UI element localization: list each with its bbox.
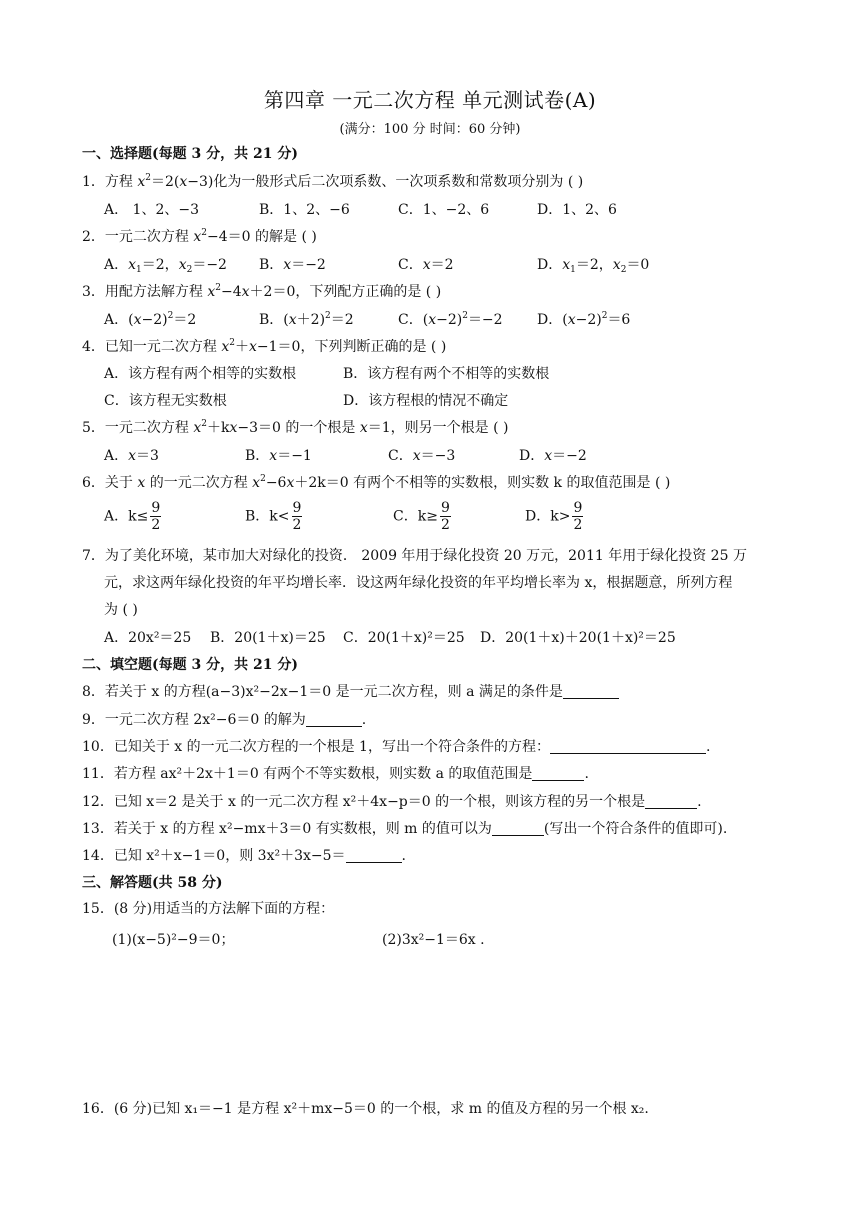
- question-7-line-1: 7．为了美化环境，某市加大对绿化的投资． 2009 年用于绿化投资 20 万元，2011 年用于绿化投资 25 万: [82, 548, 747, 564]
- answer-blank[interactable]: [492, 821, 544, 836]
- q1-option-b: B．1、2、−6: [259, 202, 350, 218]
- q7-option-d: D．20(1＋x)＋20(1＋x)²＝25: [480, 630, 676, 646]
- answer-blank[interactable]: [563, 684, 619, 699]
- q6-option-a: A．k≤ $\frac{9}{2}$: [104, 500, 161, 533]
- q4-option-b: B．该方程有两个不相等的实数根: [343, 366, 550, 382]
- q5-option-b: B．x＝−1: [245, 448, 312, 464]
- answer-blank[interactable]: [550, 739, 706, 754]
- q3-option-a: A．$(x-2)^2=2$: [104, 311, 197, 328]
- question-8: 8．若关于 x 的方程(a−3)x²−2x−1＝0 是一元二次方程，则 a 满足的条件是: [82, 682, 619, 702]
- question-15-part-1: (1)(x−5)²−9＝0；: [112, 932, 235, 948]
- question-6-stem: 6．关于 x 的一元二次方程 $x^2-6x+2k=0$ 有两个不相等的实数根，则实数 k 的取值范围是 ( ): [82, 474, 671, 491]
- q5-option-a: A．x＝3: [104, 448, 159, 464]
- q4-option-a: A．该方程有两个相等的实数根: [104, 366, 297, 382]
- q4-option-c: C．该方程无实数根: [104, 393, 227, 409]
- section-heading-choice: 一、选择题(每题 3 分，共 21 分): [82, 146, 298, 162]
- question-15-part-2: (2)3x²−1＝6x .: [382, 932, 485, 948]
- question-10: 10．已知关于 x 的一元二次方程的一个根是 1，写出一个符合条件的方程： .: [82, 739, 711, 755]
- q4-option-d: D．该方程根的情况不确定: [343, 393, 509, 409]
- q5-option-d: D．x＝−2: [519, 448, 587, 464]
- q6-option-b: B．k< $\frac{9}{2}$: [245, 500, 302, 533]
- question-2-stem: 2．一元二次方程 $x^2-4=0$ 的解是 ( ): [82, 228, 317, 245]
- answer-blank[interactable]: [306, 712, 362, 727]
- question-9: 9．一元二次方程 2x²−6＝0 的解为 .: [82, 712, 367, 728]
- q2-option-b: B．x＝−2: [259, 257, 326, 273]
- answer-blank[interactable]: [645, 794, 697, 809]
- q1-option-a: A． 1、2、−3: [104, 202, 200, 218]
- q7-option-b: B．20(1＋x)＝25: [210, 630, 326, 646]
- q2-option-d: D．$x_1=2$，$x_2=0$: [537, 257, 650, 275]
- q2-option-c: C．x＝2: [398, 257, 454, 273]
- question-16: 16．(6 分)已知 x₁＝−1 是方程 x²＋mx−5＝0 的一个根，求 m 的值及方程的另一个根 x₂.: [82, 1101, 649, 1117]
- q3-option-b: B．$(x+2)^2=2$: [259, 311, 354, 328]
- question-5-stem: 5．一元二次方程 $x^2+kx-3=0$ 的一个根是 x＝1，则另一个根是 ( ): [82, 419, 509, 436]
- q5-option-c: C．x＝−3: [388, 448, 456, 464]
- page-subtitle: (满分：100 分 时间：60 分钟): [339, 122, 521, 137]
- q7-option-c: C．20(1＋x)²＝25: [343, 630, 465, 646]
- q3-option-c: C．$(x-2)^2=-2$: [398, 311, 503, 328]
- answer-blank[interactable]: [346, 848, 402, 863]
- section-heading-fill: 二、填空题(每题 3 分，共 21 分): [82, 657, 298, 673]
- q1-option-d: D．1、2、6: [537, 202, 617, 218]
- question-12: 12．已知 x＝2 是关于 x 的一元二次方程 x²＋4x−p＝0 的一个根，则该方程的另一个根是 .: [82, 794, 702, 810]
- q2-option-a: A．$x_1=2$，$x_2=-2$: [104, 257, 227, 275]
- question-3-stem: 3．用配方法解方程 $x^2-4x+2=0$，下列配方正确的是 ( ): [82, 283, 442, 300]
- question-11: 11．若方程 ax²＋2x＋1＝0 有两个不等实数根，则实数 a 的取值范围是 .: [82, 766, 589, 782]
- q6-option-d: D．k> $\frac{9}{2}$: [525, 500, 583, 533]
- page-title: 第四章 一元二次方程 单元测试卷(A): [263, 88, 597, 112]
- section-heading-solve: 三、解答题(共 58 分): [82, 875, 223, 891]
- q1-option-c: C．1、−2、6: [398, 202, 490, 218]
- question-4-stem: 4．已知一元二次方程 $x^2+x-1=0$，下列判断正确的是 ( ): [82, 338, 447, 355]
- answer-blank[interactable]: [532, 766, 584, 781]
- question-14: 14．已知 x²＋x−1＝0，则 3x²＋3x−5＝ .: [82, 848, 406, 864]
- question-15-stem: 15．(8 分)用适当的方法解下面的方程：: [82, 901, 335, 917]
- question-7-line-2: 元，求这两年绿化投资的年平均增长率．设这两年绿化投资的年平均增长率为 x，根据题意，所列方程: [104, 575, 733, 591]
- q7-option-a: A．20x²＝25: [104, 630, 192, 646]
- q3-option-d: D．$(x-2)^2=6$: [537, 311, 631, 328]
- question-13: 13．若关于 x 的方程 x²−mx＋3＝0 有实数根，则 m 的值可以为 (写出一个符合条件的值即可).: [82, 821, 728, 837]
- question-7-line-3: 为 ( ): [104, 602, 138, 618]
- question-1-stem: 1．方程 $x^2=2(x-3)$化为一般形式后二次项系数、一次项系数和常数项分别为 ( ): [82, 173, 584, 190]
- q6-option-c: C．k≥ $\frac{9}{2}$: [393, 500, 450, 533]
